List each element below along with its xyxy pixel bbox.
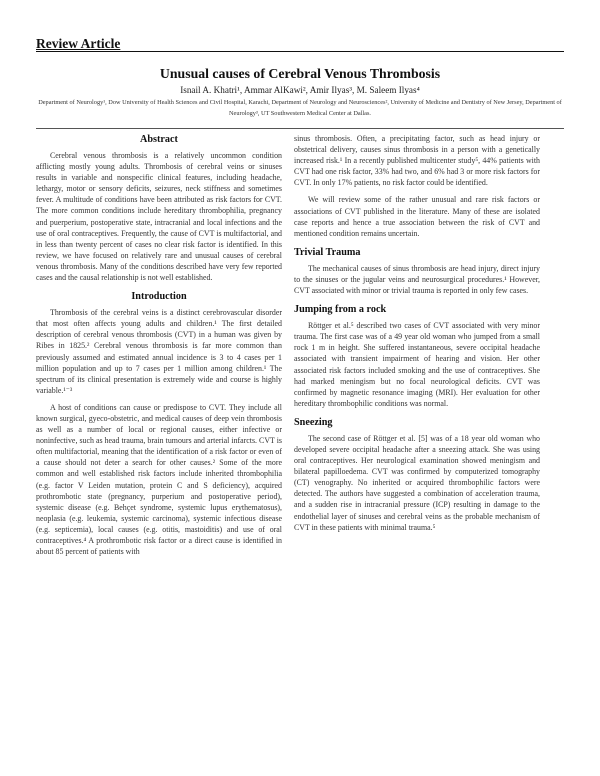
trivial-trauma-heading: Trivial Trauma — [294, 246, 361, 258]
introduction-heading: Introduction — [131, 291, 187, 303]
header-rule — [36, 51, 564, 52]
right-column — [294, 133, 540, 539]
author-list: Isnail A. Khatri¹, Ammar AlKawi², Amir Ilyas³, M. Saleem Ilyas⁴ — [180, 85, 420, 95]
affiliations: Department of Neurology¹, Dow University of Health Sciences and Civil Hospital, Karachi, Department of Neurology and Neurosciences², University of Medicine and Dentistry of New Jersey, Department of Neurology³, UT Southwestern Medical Center at Dallas. — [38, 99, 562, 117]
trivial-trauma-text: The mechanical causes of sinus thrombosis are head injury, direct injury to the sinuses or the jugular veins and neurosurgical procedures.¹ However, CVT associated with minor or trivial trauma is reported in only few cases. — [294, 263, 540, 296]
sneezing-text: The second case of Röttger et al. [5] was of a 18 year old woman who developed severe occipital headache after a sneezing attack. She was using oral contraceptives. Her neurological examination showed meningism and bilateral papilloedema. CVT was confirmed by computerized tomography (CT) venography. No inherited or acquired thrombophilic factors were detected. The authors have suggested a combination of acceleration trauma, and a sudden rise in intracranial pressure (ICP) resulting in damage to the endothelial layer of sinuses and cerebral veins as the probable mechanism of CVT in these patients with minimal trauma.⁵ — [294, 433, 540, 532]
article-title: Unusual causes of Cerebral Venous Thrombosis — [159, 66, 441, 81]
jumping-heading: Jumping from a rock — [294, 304, 387, 316]
article-type-label: Review Article — [36, 36, 121, 51]
introduction-paragraph-2: A host of conditions can cause or predispose to CVT. They include all known surgical, gyeco-obstetric, and medical causes of deep vein thrombosis as well as a number of local or regional causes, either infective or noninfective, such as head trauma, brain tumours and arterial infarcts. CVT is often multifactorial, meaning that the identification of a risk factor or even of a cause should not deter a search for other causes.² Some of the more common and well established risk factors include inherited thrombophilia (e.g. factor V Leiden mutation, protein C and S deficiency), acquired prothrombotic state (pregnancy, purperium and postoperative period), systemic disease (e.g. Behçet syndrome, systemic lupus erythematosus), neoplasia (e.g. leukemia, systemic carcinoma), systemic infectious disease (e.g. septicemia), local causes (e.g. otitis, mastoiditis) and use of oral contraceptives.⁴ A prothrombotic risk factor or a direct cause is identified in about 85 percent of patients with — [36, 402, 282, 557]
title-rule — [36, 128, 564, 129]
left-column — [36, 133, 282, 563]
continued-paragraph: sinus thrombosis. Often, a precipitating factor, such as head injury or obstetrical delivery, causes sinus thrombosis in a person with a genetically increased risk.¹ In a recently published multicenter study⁵, 44% patients with CVT had one risk factor, 33% had two, and 6% had 3 or more risk factors for CVT. In only 17% patients, no risk factor could be identified. — [294, 134, 540, 188]
introduction-paragraph-1: Thrombosis of the cerebral veins is a distinct cerebrovascular disorder that most often affects young adults and children.¹ The first detailed description of cerebral venous thrombosis (CVT) in a human was given by Ribes in 1825.² Cerebral venous thrombosis is far more common than previously assumed and estimated annual incidence is 3 to 4 cases per 1 million population and up to 7 cases per 1 million among children.¹ The spectrum of its clinical presentation is extremely wide and course is highly variable.¹⁻³ — [36, 308, 282, 395]
review-scope-paragraph: We will review some of the rather unusual and rare risk factors or associations of CVT published in the literature. Many of these are isolated case reports and hence a true association between the risk of CVT and mentioned condition remains uncertain. — [294, 195, 540, 238]
sneezing-heading: Sneezing — [294, 416, 333, 428]
jumping-text: Röttger et al.⁵ described two cases of CVT associated with very minor trauma. The first case was of a 49 year old woman who jumped from a small rock 1 m in height. She suffered instantaneous, severe occipital headache associated with transient impairment of hearing and vision. Her other associated risk factors included smoking and the use of contraceptives. She had marked meningism but no focal neurological deficits. CVT was confirmed by magnetic resonance imaging (MRI). Her evaluation for other hereditary thrombophilic conditions was normal. — [294, 321, 540, 408]
abstract-heading: Abstract — [140, 134, 178, 145]
abstract-text: Cerebral venous thrombosis is a relatively uncommon condition afflicting mostly young adults. Thrombosis of cerebral veins or sinuses results in variable and nonspecific clinical features, including headache, lethargy, motor or sensory deficits, seizures, neck stiffness and sometimes fever. A multitude of conditions have been attributed as risk factors for CVT. The more common conditions include hereditary thrombophilia, pregnancy and puerperium, postoperative state, intracranial and local infections and the use of oral contraceptives. Frequently, the cause of CVT is multifactorial, and in less than twenty percent of cases no clear risk factor is identified. In this review, we have focused on relatively rare and unusual causes of cerebral venous thrombosis. Many of the conditions described have very few reported cases and the causal relationship is not well established. — [36, 151, 282, 283]
